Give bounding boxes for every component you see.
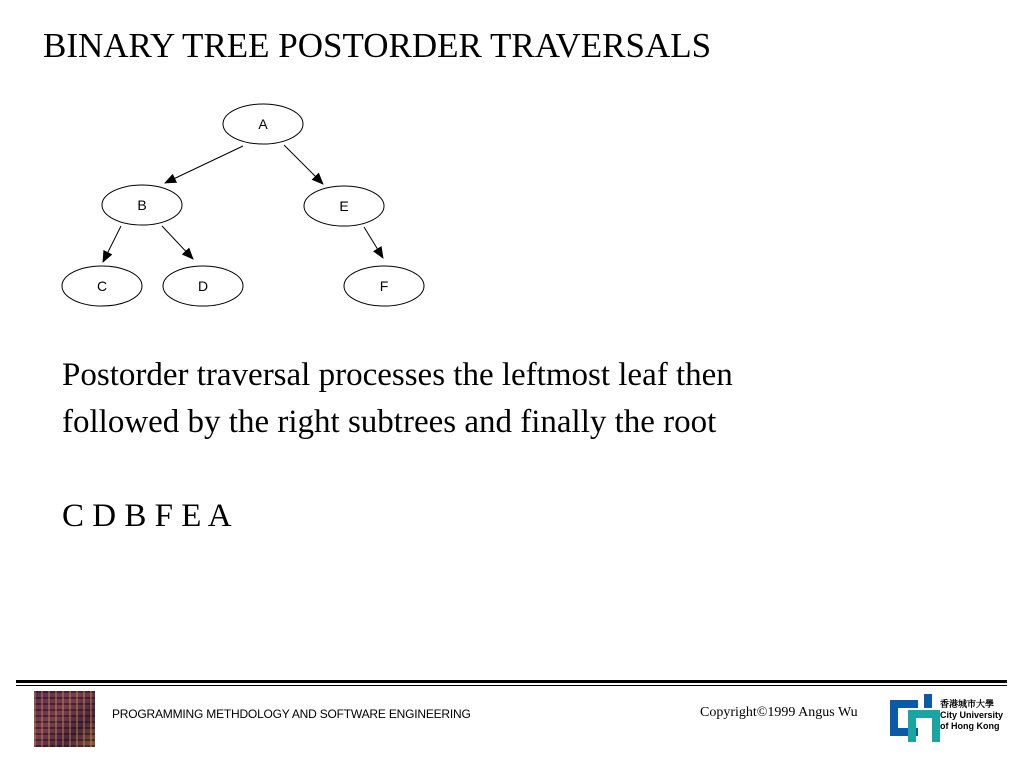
circuit-thumbnail-image	[34, 691, 95, 747]
tree-node-label: A	[258, 116, 268, 132]
copyright-notice: Copyright©1999 Angus Wu	[700, 705, 858, 720]
tree-node-label: B	[137, 197, 147, 213]
cityu-logo-icon	[888, 692, 944, 744]
tree-node-label: F	[379, 278, 389, 294]
description-line-1: Postorder traversal processes the leftmost leaf then	[62, 357, 733, 393]
tree-node-c	[62, 266, 142, 306]
tree-node-label: E	[339, 198, 349, 214]
university-name-line-2: of Hong Kong	[940, 721, 1000, 731]
footer-divider-thick	[16, 680, 1007, 683]
description-line-2: followed by the right subtrees and finally the root	[62, 404, 717, 440]
university-name-chinese: 香港城市大學	[940, 699, 995, 709]
tree-node-d	[163, 266, 243, 306]
tree-node-b	[102, 185, 182, 225]
tree-edge-e-f	[364, 227, 383, 258]
traversal-sequence: C D B F E A	[62, 498, 232, 534]
course-name: PROGRAMMING METHDOLOGY AND SOFTWARE ENGINEERING	[112, 707, 471, 721]
tree-node-label: C	[96, 278, 108, 294]
tree-node-a	[223, 104, 303, 144]
tree-node-label: D	[197, 278, 209, 294]
university-name	[940, 699, 1003, 732]
tree-edge-b-d	[162, 226, 193, 259]
footer-divider-thin	[16, 685, 1007, 686]
tree-node-e	[304, 186, 384, 226]
slide-title: BINARY TREE POSTORDER TRAVERSALS	[43, 26, 712, 65]
tree-edge-a-e	[284, 145, 323, 184]
binary-tree-diagram	[0, 0, 1024, 340]
university-name-line-1: City University	[940, 710, 1004, 720]
tree-edge-b-c	[103, 226, 121, 262]
tree-edge-a-b	[165, 146, 243, 183]
description	[62, 352, 733, 446]
tree-node-f	[344, 266, 424, 306]
